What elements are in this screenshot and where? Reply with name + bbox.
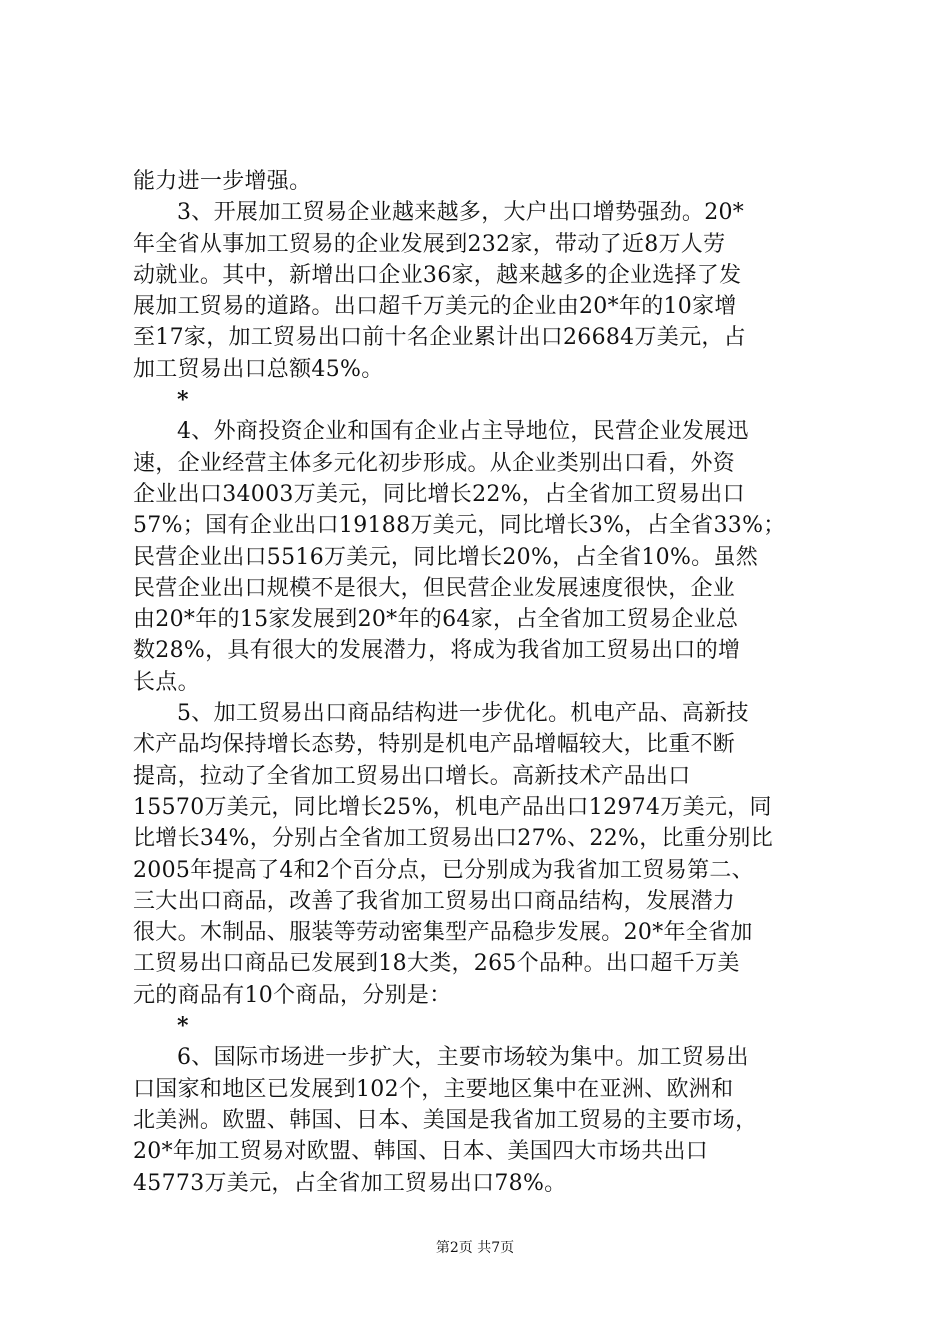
page-footer: 第2页 共7页 bbox=[435, 1240, 515, 1256]
text-line: 比增长34%，分别占全省加工贸易出口27%、22%，比重分别比 bbox=[133, 826, 773, 852]
text-line: 提高，拉动了全省加工贸易出口增长。高新技术产品出口 bbox=[133, 763, 691, 789]
text-line: 口国家和地区已发展到102个，主要地区集中在亚洲、欧洲和 bbox=[133, 1076, 734, 1102]
text-line: 年全省从事加工贸易的企业发展到232家，带动了近8万人劳 bbox=[133, 231, 726, 257]
text-line: 速，企业经营主体多元化初步形成。从企业类别出口看，外资 bbox=[133, 450, 736, 476]
text-line: 5、加工贸易出口商品结构进一步优化。机电产品、高新技 bbox=[177, 701, 749, 727]
text-line: 20*年加工贸易对欧盟、韩国、日本、美国四大市场共出口 bbox=[133, 1139, 709, 1165]
text-line: 加工贸易出口总额45%。 bbox=[133, 356, 384, 382]
text-line: 15570万美元，同比增长25%，机电产品出口12974万美元，同 bbox=[133, 794, 772, 820]
text-line: 三大出口商品，改善了我省加工贸易出口商品结构，发展潜力 bbox=[133, 888, 736, 914]
section-separator: * bbox=[177, 387, 189, 414]
text-line: 4、外商投资企业和国有企业占主导地位，民营企业发展迅 bbox=[177, 419, 749, 445]
text-line: 能力进一步增强。 bbox=[133, 169, 312, 194]
text-line: 术产品均保持增长态势，特别是机电产品增幅较大，比重不断 bbox=[133, 732, 736, 758]
text-line: 动就业。其中，新增出口企业36家，越来越多的企业选择了发 bbox=[133, 262, 742, 288]
text-line: 2005年提高了4和2个百分点，已分别成为我省加工贸易第二、 bbox=[133, 857, 754, 883]
text-line: 展加工贸易的道路。出口超千万美元的企业由20*年的10家增 bbox=[133, 294, 737, 320]
text-line: 很大。木制品、服装等劳动密集型产品稳步发展。20*年全省加 bbox=[133, 920, 753, 946]
text-line: 至17家，加工贸易出口前十名企业累计出口26684万美元，占 bbox=[133, 325, 746, 351]
text-line: 45773万美元，占全省加工贸易出口78%。 bbox=[133, 1170, 567, 1196]
text-line: 3、开展加工贸易企业越来越多，大户出口增势强劲。20* bbox=[177, 200, 745, 226]
text-line: 元的商品有10个商品，分别是： bbox=[133, 982, 452, 1008]
text-line: 6、国际市场进一步扩大，主要市场较为集中。加工贸易出 bbox=[177, 1045, 749, 1071]
text-line: 北美洲。欧盟、韩国、日本、美国是我省加工贸易的主要市场， bbox=[133, 1107, 758, 1133]
text-line: 长点。 bbox=[133, 669, 200, 695]
section-separator: * bbox=[177, 1013, 189, 1040]
text-line: 由20*年的15家发展到20*年的64家，占全省加工贸易企业总 bbox=[133, 607, 739, 633]
text-line: 民营企业出口5516万美元，同比增长20%，占全省10%。虽然 bbox=[133, 544, 759, 570]
text-line: 企业出口34003万美元，同比增长22%，占全省加工贸易出口 bbox=[133, 481, 745, 507]
text-line: 57%；国有企业出口19188万美元，同比增长3%，占全省33%； bbox=[133, 513, 786, 539]
text-line: 民营企业出口规模不是很大，但民营企业发展速度很快，企业 bbox=[133, 575, 736, 601]
text-line: 数28%，具有很大的发展潜力，将成为我省加工贸易出口的增 bbox=[133, 638, 741, 664]
text-line: 工贸易出口商品已发展到18大类，265个品种。出口超千万美 bbox=[133, 951, 740, 977]
document-body bbox=[133, 166, 833, 1199]
